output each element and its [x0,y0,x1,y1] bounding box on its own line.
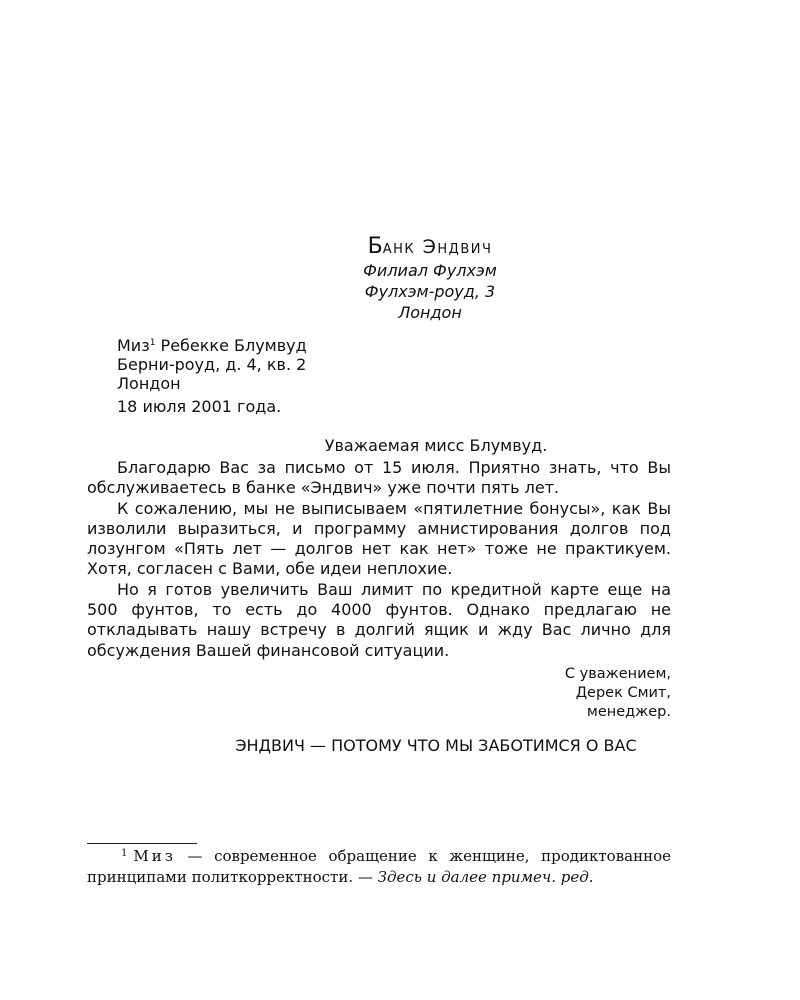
bank-street: Фулхэм-роуд, 3 [364,282,496,301]
bank-branch: Филиал Фулхэм [363,261,497,280]
footnote-ref: 1 [149,338,156,348]
letter-body [87,458,671,661]
footnote-number: 1 [121,848,128,859]
recipient-street: Берни-роуд, д. 4, кв. 2 [117,355,307,374]
recipient-city: Лондон [117,374,181,393]
salutation: Уважаемая мисс Блумвуд. [324,436,548,455]
recipient-title: Миз [117,336,150,355]
footnote-text: — современное обращение к женщине, продиктованное принципами политкорректности. — [87,847,671,886]
signature-position: менеджер. [586,704,671,720]
letter-date: 18 июля 2001 года. [117,397,282,416]
footnote [87,846,671,888]
bank-name-rest: анк Эндвич [382,236,493,258]
bank-name [60,234,800,260]
bank-name-initial: Б [367,234,383,259]
body-paragraph: Благодарю Вас за письмо от 15 июля. Приятно знать, что Вы обслуживаетесь в банке «Эндвич» уже почти пять лет. [87,458,671,498]
recipient-name: Ребекке Блумвуд [155,336,307,355]
signature-name: Дерек Смит, [575,685,671,701]
signature-block [565,665,671,722]
signature-closing: С уважением, [564,666,671,682]
recipient-name-line [117,336,307,355]
body-paragraph: К сожалению, мы не выписываем «пятилетние бонусы», как Вы изволили выразиться, и программу амнистирования долгов под лозунгом «Пять лет — долгов нет как нет» тоже не практикуем. Хотя, согласен с Вами, обе идеи неплохие. [87,498,671,579]
body-paragraph: Но я готов увеличить Ваш лимит по кредитной карте еще на 500 фунтов, то есть до 4000 фунтов. Однако предлагаю не откладывать нашу встречу в долгий ящик и жду Вас лично для обсуждения Вашей финансовой ситуации. [87,579,671,660]
bank-slogan: ЭНДВИЧ — ПОТОМУ ЧТО МЫ ЗАБОТИМСЯ О ВАС [235,736,637,755]
footnote-term: Миз [133,847,176,865]
bank-header [0,234,800,323]
footnote-divider [87,843,197,844]
footnote-editor-note: Здесь и далее примеч. ред. [377,868,594,886]
recipient-address [117,336,307,393]
bank-city: Лондон [398,303,462,322]
